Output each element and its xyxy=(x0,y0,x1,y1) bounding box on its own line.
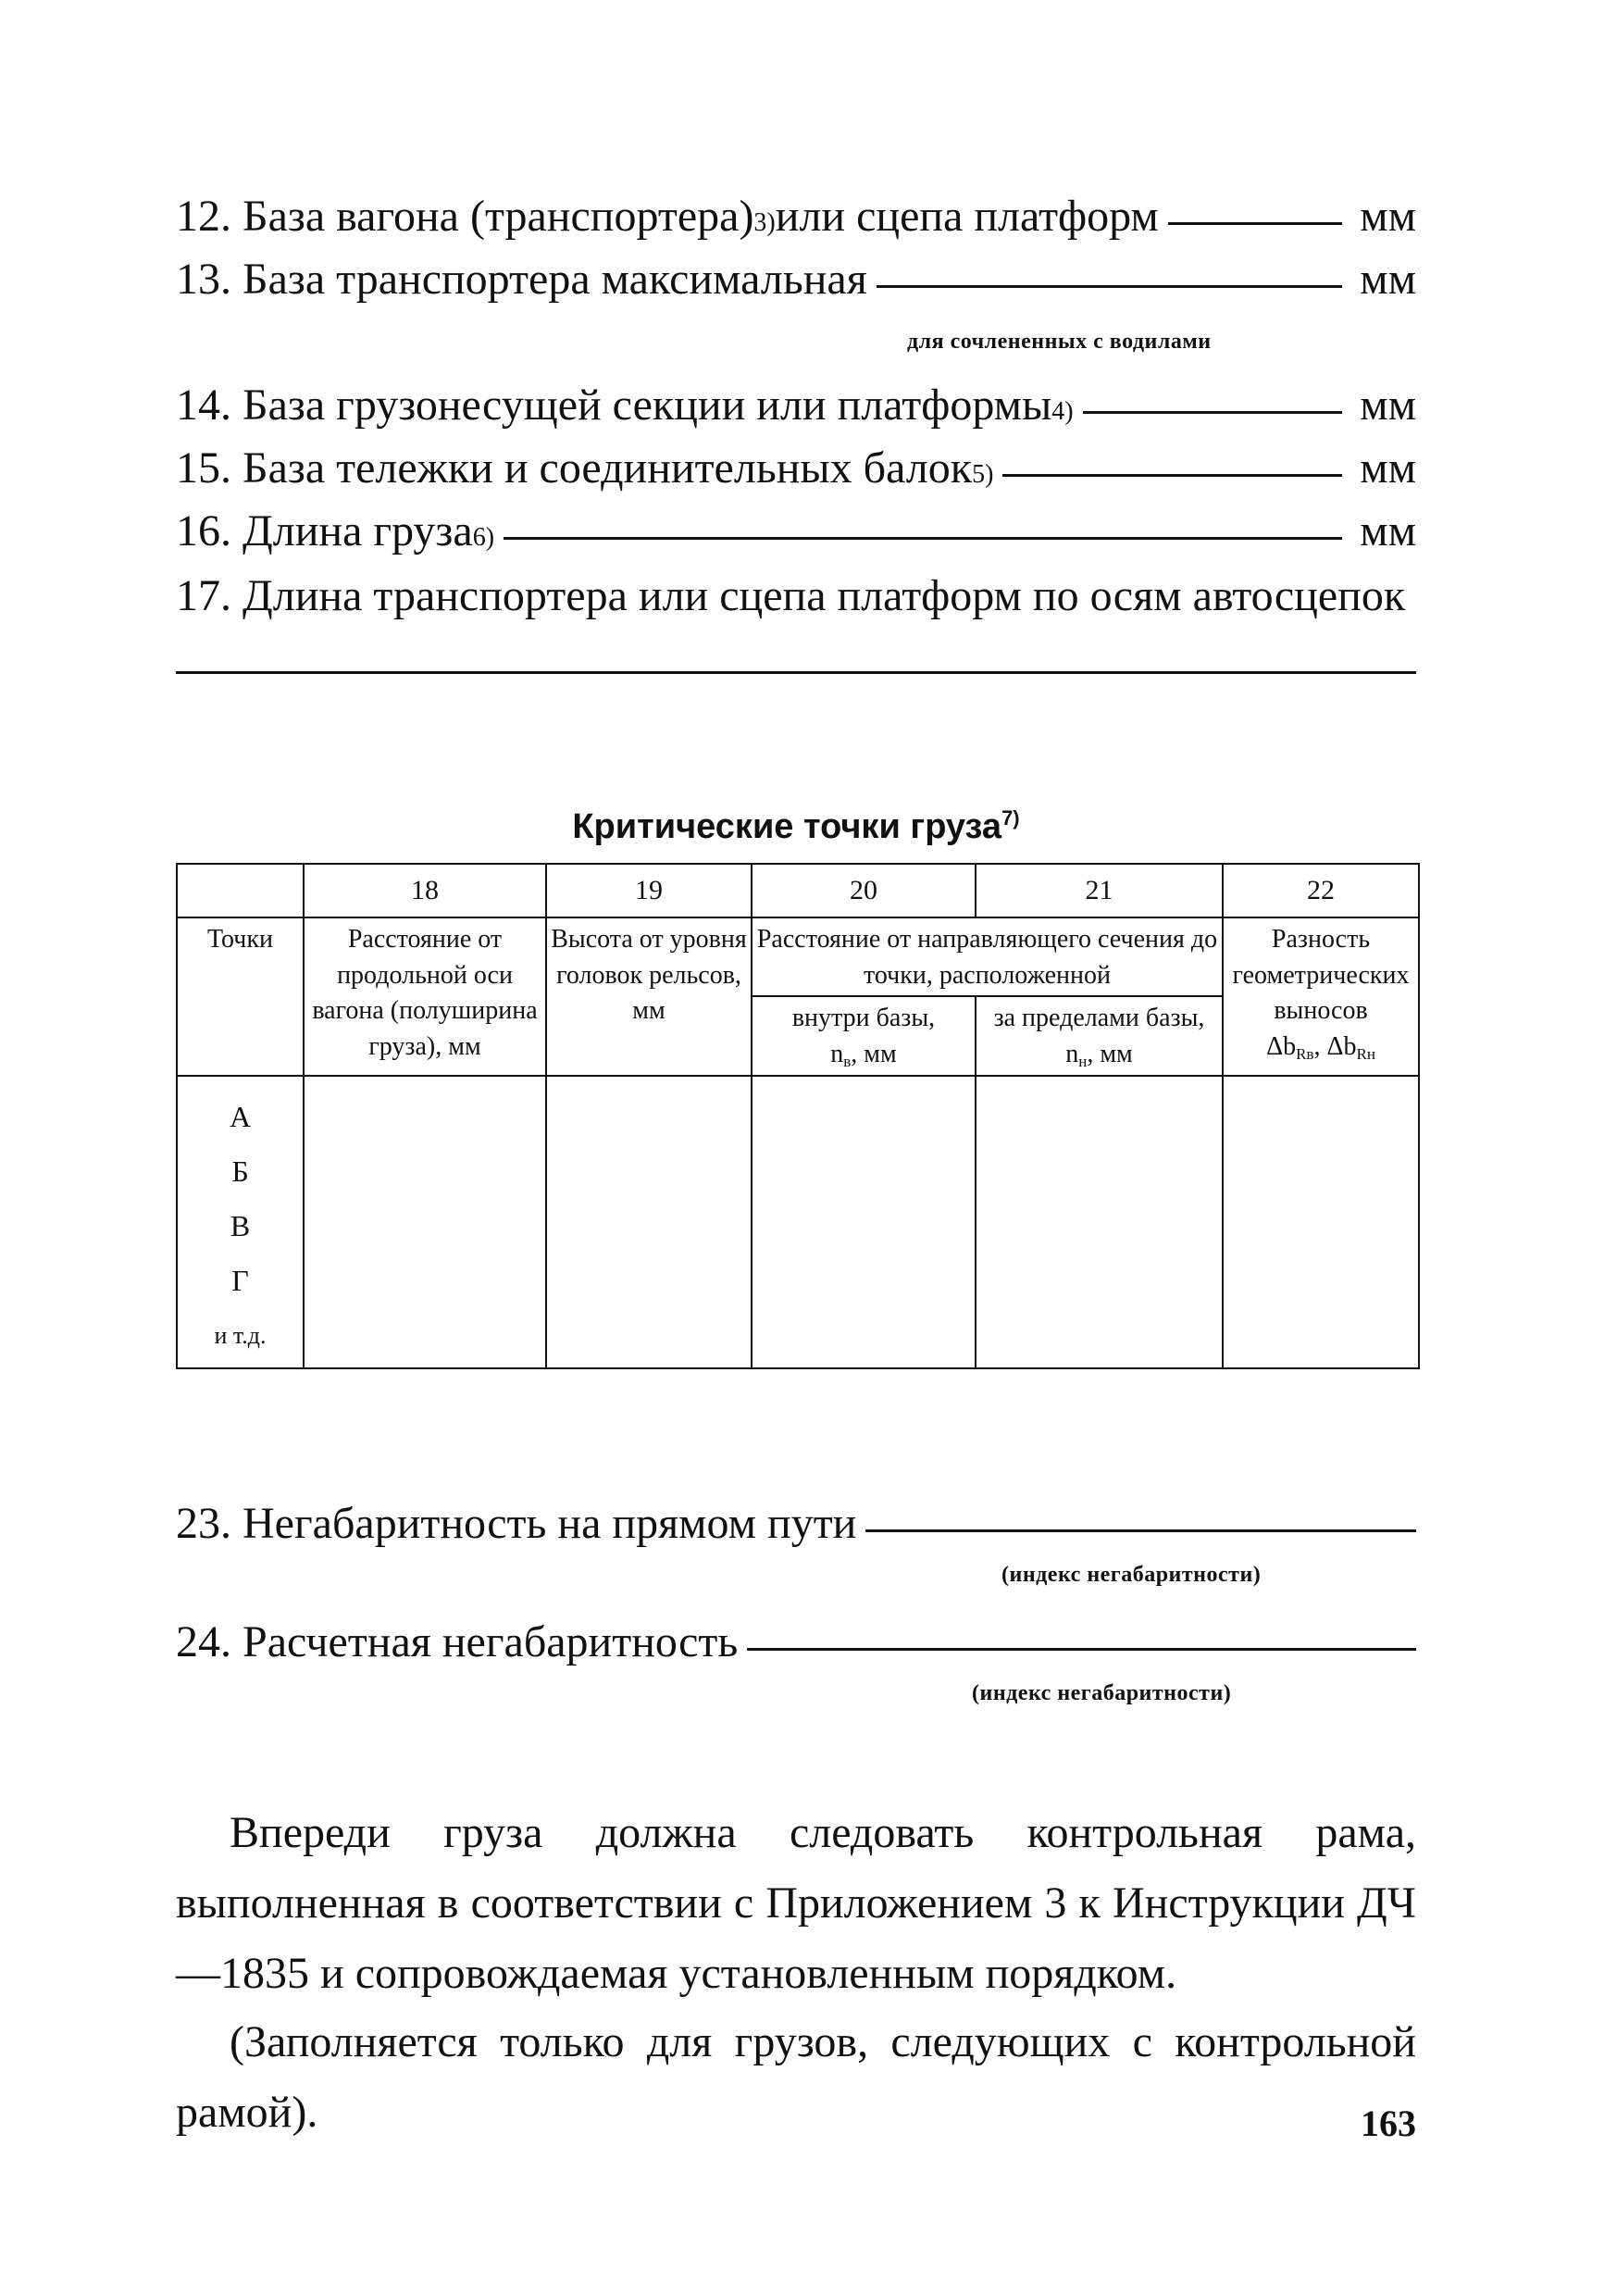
field-13-max-transporter-base xyxy=(176,257,1416,302)
header-22-sub-2: Rн xyxy=(1356,1044,1375,1063)
field-16-label: Длина груза xyxy=(243,506,473,555)
header-20-symbol: n xyxy=(830,1039,844,1068)
header-points xyxy=(177,917,304,1076)
header-22-label: Разность геометрических выносов xyxy=(1232,925,1410,1026)
point-label-v: В xyxy=(230,1208,251,1242)
header-20-label: внутри базы, xyxy=(791,1004,936,1033)
col-number-21: 21 xyxy=(976,864,1223,917)
header-19-label: Высота от уровня головок рельсов, мм xyxy=(551,925,747,1026)
table-column-numbers-row xyxy=(177,864,1419,917)
header-21 xyxy=(976,996,1223,1075)
field-13-hint: для сочлененных с водилами xyxy=(907,330,1212,354)
header-20-21-group-label: Расстояние от направляющего сечения до точки, расположенной xyxy=(756,925,1218,990)
field-15-bogie-base: 15. База тележки и соединительных балок 5) мм xyxy=(176,443,1416,493)
field-12-blank[interactable] xyxy=(1168,222,1342,225)
field-12-label: База вагона (транспортера) xyxy=(243,192,754,241)
field-15-blank[interactable] xyxy=(1002,474,1342,477)
header-18-label: Расстояние от продольной оси вагона (полуширина груза), мм xyxy=(312,925,538,1061)
col-number-19: 19 xyxy=(546,864,752,917)
field-14-blank[interactable] xyxy=(1083,411,1342,414)
header-21-subscript: н xyxy=(1078,1052,1088,1070)
header-21-symbol: n xyxy=(1065,1039,1079,1068)
header-20-21-group xyxy=(752,917,1223,996)
field-13-unit: мм xyxy=(1360,255,1416,304)
field-13-blank[interactable] xyxy=(877,285,1342,288)
field-16-cargo-length: 16. Длина груза 6) мм xyxy=(176,506,1416,555)
critical-points-title-text: Критические точки груза xyxy=(572,807,1002,846)
field-13-number: 13. xyxy=(176,255,231,304)
field-14-number: 14. xyxy=(176,381,231,430)
header-18 xyxy=(304,917,546,1076)
field-15-unit: мм xyxy=(1360,443,1416,493)
header-22 xyxy=(1223,917,1419,1076)
field-16-number: 16. xyxy=(176,506,231,555)
header-21-label: за пределами базы, xyxy=(993,1004,1205,1033)
field-23-number: 23. xyxy=(176,1499,231,1548)
field-17-blank[interactable] xyxy=(176,671,1416,674)
table-header-row-1 xyxy=(177,917,1419,996)
header-21-unit: , мм xyxy=(1087,1039,1133,1068)
cell-22-values[interactable] xyxy=(1223,1076,1419,1368)
header-20-unit: , мм xyxy=(851,1039,897,1068)
field-23-label: Негабаритность на прямом пути xyxy=(243,1499,857,1548)
field-24-number: 24. xyxy=(176,1617,231,1666)
critical-points-table xyxy=(176,863,1420,1369)
field-15-number: 15. xyxy=(176,443,231,493)
field-24-hint: (индекс негабаритности) xyxy=(972,1681,1232,1705)
field-24-calculated-oversize xyxy=(176,1617,1416,1666)
field-23-hint: (индекс негабаритности) xyxy=(1001,1563,1262,1587)
field-23-blank[interactable] xyxy=(865,1529,1416,1532)
field-17-number: 17. xyxy=(176,571,231,620)
fill-note-paragraph: (Заполняется только для грузов, следующих с контрольной рамой). xyxy=(176,2017,1416,2137)
point-label-b: Б xyxy=(231,1154,249,1188)
point-label-a: А xyxy=(229,1099,252,1133)
field-14-section-base: 14. База грузонесущей секции или платформы 4) мм xyxy=(176,381,1416,430)
page-number: 163 xyxy=(1361,2103,1416,2144)
col-number-20: 20 xyxy=(752,864,976,917)
header-22-separator: , xyxy=(1313,1031,1327,1061)
field-16-unit: мм xyxy=(1360,506,1416,555)
cell-18-values[interactable] xyxy=(304,1076,546,1368)
field-17-label: Длина транспортера или сцепа платформ по осям автосцепок xyxy=(243,571,1406,620)
field-23-straight-oversize xyxy=(176,1499,1416,1548)
field-14-label: База грузонесущей секции или платформы xyxy=(243,381,1052,430)
point-label-etc: и т.д. xyxy=(214,1321,267,1349)
header-20 xyxy=(752,996,976,1075)
header-19 xyxy=(546,917,752,1076)
field-16-blank[interactable] xyxy=(504,537,1342,540)
critical-points-title-footnote: 7) xyxy=(1001,806,1020,830)
field-12-wagon-base: 12. База вагона (транспортера) 3) или сцепа платформ мм xyxy=(176,192,1416,241)
field-14-unit: мм xyxy=(1360,381,1416,430)
field-12-label-continued: или сцепа платформ xyxy=(775,192,1159,241)
cell-21-values[interactable] xyxy=(976,1076,1223,1368)
cell-20-values[interactable] xyxy=(752,1076,976,1368)
field-17-coupler-length xyxy=(176,571,1416,620)
field-15-label: База тележки и соединительных балок xyxy=(243,443,973,493)
point-labels-cell xyxy=(177,1076,304,1368)
table-corner-cell xyxy=(177,864,304,917)
table-body-row xyxy=(177,1076,1419,1368)
field-12-unit: мм xyxy=(1360,192,1416,241)
header-22-delta-1: Δb xyxy=(1266,1031,1297,1061)
field-24-blank[interactable] xyxy=(747,1648,1416,1651)
field-24-label: Расчетная негабаритность xyxy=(243,1617,739,1666)
field-12-number: 12. xyxy=(176,192,231,241)
critical-points-title xyxy=(176,807,1416,847)
field-13-label: База транспортера максимальная xyxy=(243,255,867,304)
header-points-label: Точки xyxy=(207,925,273,954)
point-label-g: Г xyxy=(231,1263,249,1297)
header-22-delta-2: Δb xyxy=(1326,1031,1357,1061)
header-22-sub-1: Rв xyxy=(1296,1044,1314,1063)
col-number-18: 18 xyxy=(304,864,546,917)
header-20-subscript: в xyxy=(843,1052,852,1070)
control-frame-paragraph: Впереди груза должна следовать контрольная рама, выполненная в соответствии с Приложением 3 к Инструкции ДЧ—1835 и сопровождаемая установленным порядком. xyxy=(176,1808,1416,1998)
cell-19-values[interactable] xyxy=(546,1076,752,1368)
col-number-22: 22 xyxy=(1223,864,1419,917)
